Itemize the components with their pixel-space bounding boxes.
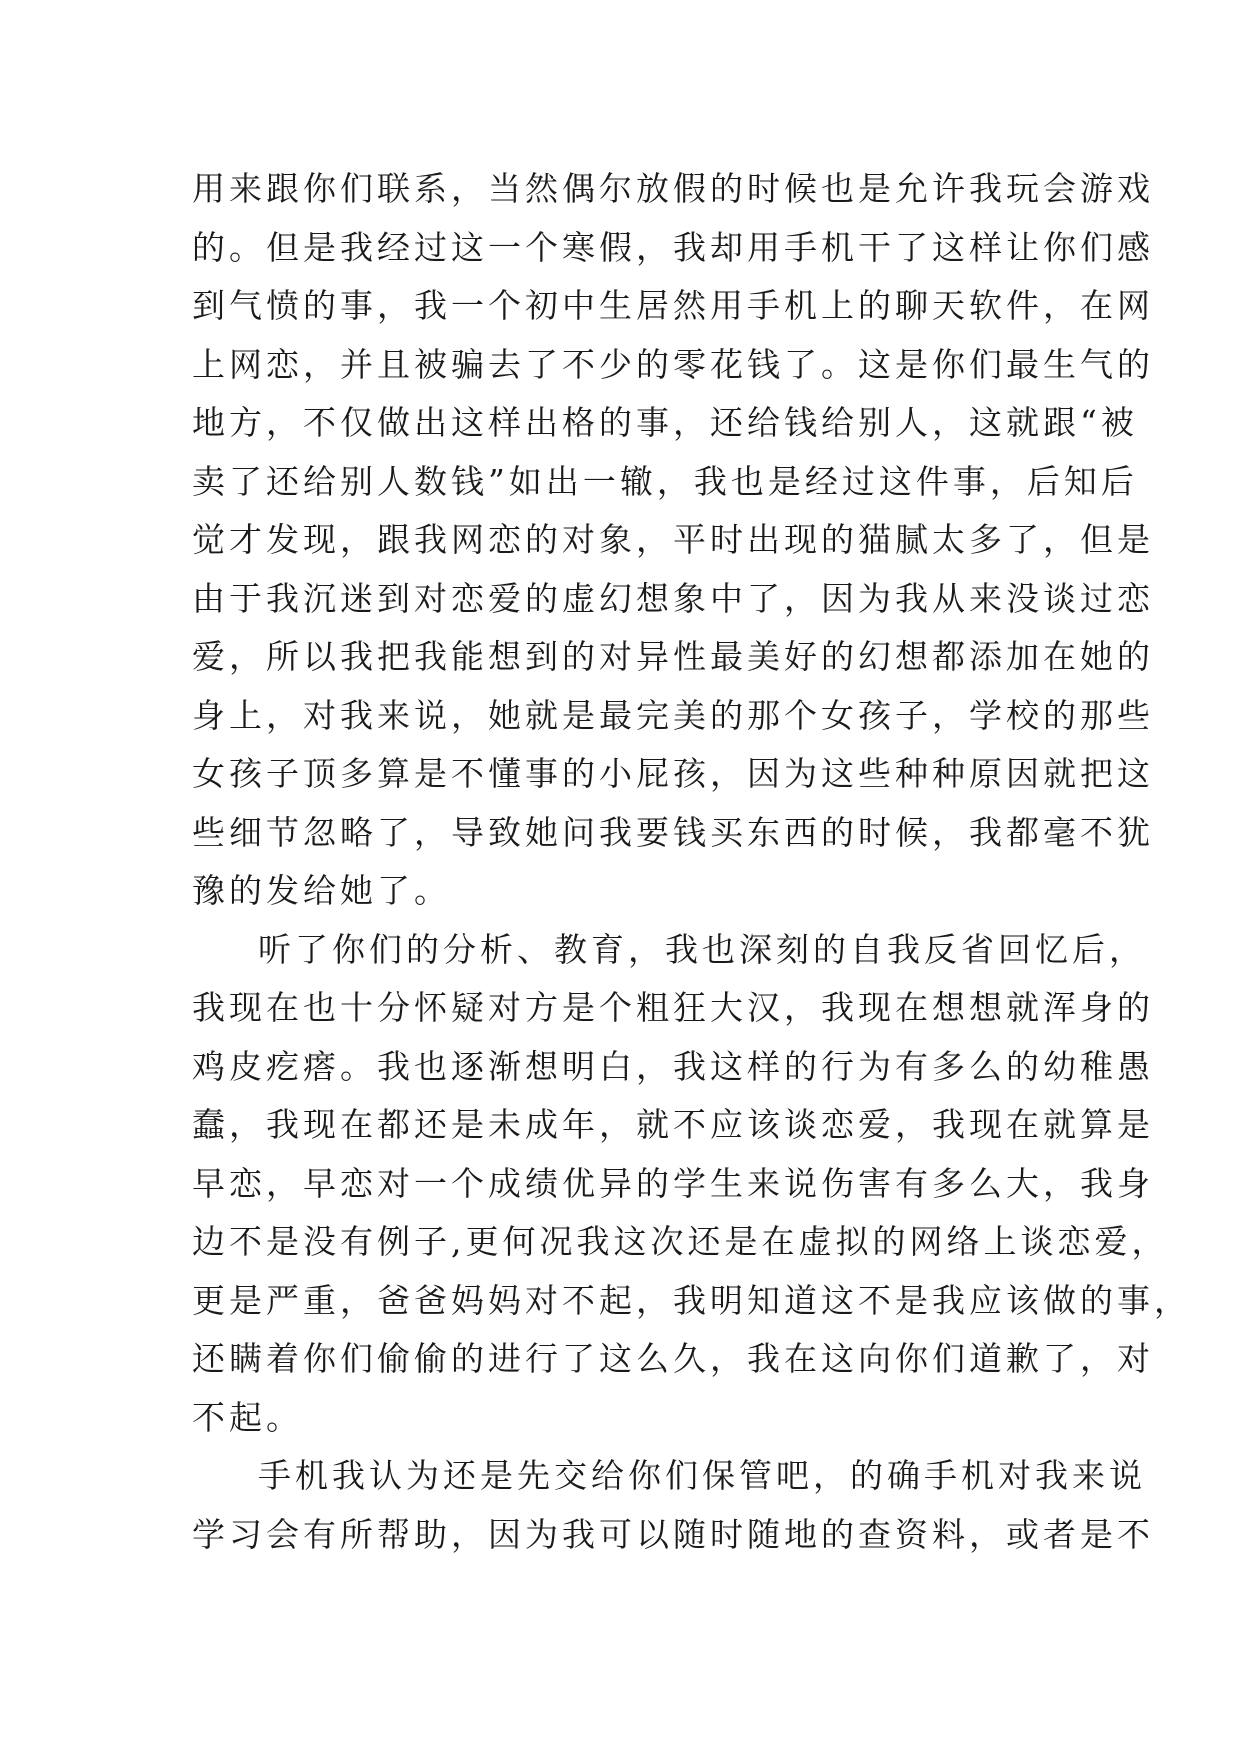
text-line-indented: 听了你们的分析、教育，我也深刻的自我反省回忆后，	[258, 929, 1146, 969]
text-line: 边不是没有例子,更何况我这次还是在虚拟的网络上谈恋爱，	[192, 1222, 1169, 1261]
text-line: 我现在也十分怀疑对方是个粗狂大汉，我现在想想就浑身的	[192, 988, 1154, 1027]
text-line: 鸡皮疙瘩。我也逐渐想明白，我这样的行为有多么的幼稚愚	[192, 1046, 1154, 1086]
text-line: 用来跟你们联系，当然偶尔放假的时候也是允许我玩会游戏	[192, 169, 1154, 208]
paragraph-2	[192, 921, 1191, 1448]
text-line: 卖了还给别人数钱”如出一辙，我也是经过这件事，后知后	[192, 461, 1138, 501]
text-line: 爱，所以我把我能想到的对异性最美好的幻想都添加在她的	[192, 637, 1154, 676]
document-body	[192, 160, 1191, 1564]
text-line: 早恋，早恋对一个成绩优异的学生来说伤害有多么大，我身	[192, 1163, 1154, 1203]
text-line: 还瞒着你们偷偷的进行了这么久，我在这向你们道歉了，对	[192, 1339, 1154, 1378]
text-line: 上网恋，并且被骗去了不少的零花钱了。这是你们最生气的	[192, 344, 1154, 384]
paragraph-1	[192, 160, 1154, 921]
text-line: 女孩子顶多算是不懂事的小屁孩，因为这些种种原因就把这	[192, 754, 1154, 793]
text-line: 觉才发现，跟我网恋的对象，平时出现的猫腻太多了，但是	[192, 520, 1154, 559]
text-line-indented: 手机我认为还是先交给你们保管吧，的确手机对我来说	[258, 1456, 1146, 1495]
text-line: 身上，对我来说，她就是最完美的那个女孩子，学校的那些	[192, 695, 1154, 735]
paragraph-3	[192, 1447, 1154, 1564]
text-line: 地方，不仅做出这样出格的事，还给钱给别人，这就跟“被	[192, 403, 1138, 442]
text-line: 由于我沉迷到对恋爱的虚幻想象中了，因为我从来没谈过恋	[192, 578, 1154, 618]
text-line: 些细节忽略了，导致她问我要钱买东西的时候，我都毫不犹	[192, 812, 1154, 852]
text-line: 学习会有所帮助，因为我可以随时随地的查资料，或者是不	[192, 1514, 1154, 1554]
text-line: 蠢，我现在都还是未成年，就不应该谈恋爱，我现在就算是	[192, 1105, 1154, 1144]
text-line: 到气愤的事，我一个初中生居然用手机上的聊天软件，在网	[192, 286, 1154, 325]
text-line: 的。但是我经过这一个寒假，我却用手机干了这样让你们感	[192, 227, 1154, 267]
text-line: 豫的发给她了。	[192, 871, 451, 910]
text-line: 更是严重，爸爸妈妈对不起，我明知道这不是我应该做的事，	[192, 1280, 1191, 1320]
text-line: 不起。	[192, 1397, 303, 1437]
